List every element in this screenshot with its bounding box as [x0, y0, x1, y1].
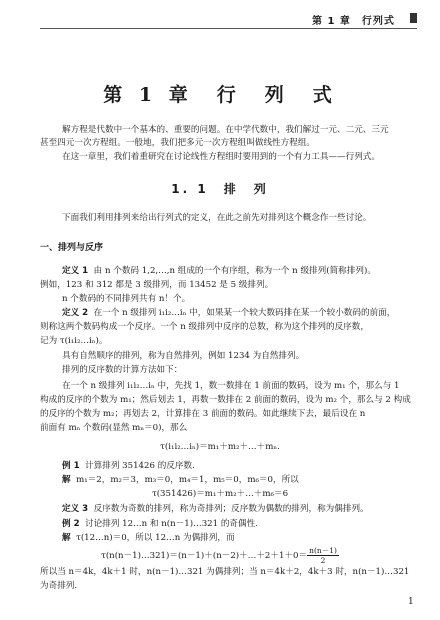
header-rule [40, 28, 417, 29]
def1-line-1 [62, 265, 417, 279]
chapter-title: 第 1 章 行 列 式 [103, 84, 337, 106]
def3-line [62, 503, 417, 517]
running-head-bar [410, 13, 417, 23]
def3-text: 反序数为奇数的排列，称为奇排列；反序数为偶数的排列，称为偶排列。 [93, 504, 369, 514]
example2-line [62, 518, 417, 532]
intro-line-2: 甚至四元一次方程组。一般地，我们把多元一次方程组叫做线性方程组。 [40, 138, 316, 148]
page-number: 1 [408, 597, 414, 607]
method-line-1: 在一个 n 级排列 i₁i₂…iₙ 中，先找 1，数一数排在 1 前面的数码，设为 m₁ 个，那么与 1 [62, 381, 400, 391]
def1-line-3: n 个数码的不同排列共有 n！个。 [62, 294, 191, 304]
def2-label: 定义 2 [62, 308, 89, 318]
def2-line-2: 则称这两个数码构成一个反序。一个 n 级排列中反序的总数，称为这个排列的反序数， [40, 322, 369, 332]
example2-formula [0, 546, 440, 566]
example2-formula-left: τ(n(n－1)…321)＝(n－1)＋(n－2)＋…＋2＋1＋0＝ [101, 551, 308, 561]
method-line-2: 构成的反序的个数为 m₁；然后划去 1，再数一数排在 2 前面的数码，设为 m₂ 个，那么与 2 构成 [40, 395, 411, 405]
example2-solution-label: 解 [62, 533, 71, 543]
def2-line-3: 记为 τ(i₁i₂…iₙ)。 [40, 336, 108, 346]
def2-line-5: 排列的反序数的计算方法如下： [62, 365, 183, 375]
method-line-3: 的反序的个数为 m₂；再划去 2，计算排在 3 前面的数码。如此继续下去，最后设在 n [40, 409, 366, 419]
running-head: 第 1 章 行列式 [312, 16, 395, 27]
fraction-numerator: n(n－1) [309, 546, 337, 555]
example2-text: 讨论排列 12…n 和 n(n－1)…321 的奇偶性. [85, 519, 258, 529]
method-formula: τ(i₁i₂…iₙ)＝m₁＋m₂＋…＋mₙ. [160, 442, 280, 452]
intro-line-1: 解方程是代数中一个基本的、重要的问题。在中学代数中，我们解过一元、二元、三元 [62, 125, 389, 135]
example1-solution-label: 解 [62, 475, 71, 485]
example2-solution [62, 532, 417, 546]
example1-line [62, 460, 417, 474]
example2-conclusion-2: 为奇排列. [40, 581, 78, 591]
def1-line-2: 例如，123 和 312 都是 3 级排列，而 13452 是 5 级排列。 [40, 280, 274, 290]
def2-text: 在一个 n 级排列 i₁i₂…iₙ 中，如果某一个较大数码排在某一个较小数码的前面， [93, 308, 396, 318]
def2-line-1 [62, 307, 417, 321]
section-intro: 下面我们利用排列来给出行列式的定义，在此之前先对排列这个概念作一些讨论。 [62, 213, 372, 223]
method-line-4: 前面有 mₙ 个数码(显然 mₙ＝0)，那么 [40, 423, 188, 433]
def1-label: 定义 1 [62, 266, 89, 276]
section-title: 1. 1 排 列 [171, 182, 269, 196]
example2-fraction [307, 546, 339, 565]
example1-solution-text: m₁＝2，m₂＝3，m₃＝0，m₄＝1，m₅＝0，m₆＝0，所以 [76, 475, 299, 485]
subsection-title: 一、排列与反序 [40, 243, 104, 253]
example1-solution [62, 474, 417, 488]
example1-label: 例 1 [62, 461, 80, 471]
fraction-denominator: 2 [320, 556, 326, 565]
def1-text: 由 n 个数码 1,2,…,n 组成的一个有序组，称为一个 n 级排列(简称排列)。 [93, 266, 376, 276]
example1-text: 计算排列 351426 的反序数. [85, 461, 195, 471]
example1-formula: τ(351426)＝m₁＋m₂＋…＋m₆＝6 [151, 489, 289, 499]
example2-conclusion-1: 所以当 n＝4k，4k＋1 时，n(n－1)…321 为偶排列；当 n＝4k＋2，4k＋3 时，n(n－1)…321 [40, 567, 410, 577]
def3-label: 定义 3 [62, 504, 89, 514]
def2-line-4: 具有自然顺序的排列，称为自然排列，例如 1234 为自然排列。 [62, 351, 305, 361]
example2-solution-text: τ(12…n)＝0，所以 12…n 为偶排列，而 [76, 533, 235, 543]
intro-line-3: 在这一章里，我们着重研究在讨论线性方程组时要用到的一个有力工具——行列式。 [62, 152, 380, 162]
example2-label: 例 2 [62, 519, 80, 529]
